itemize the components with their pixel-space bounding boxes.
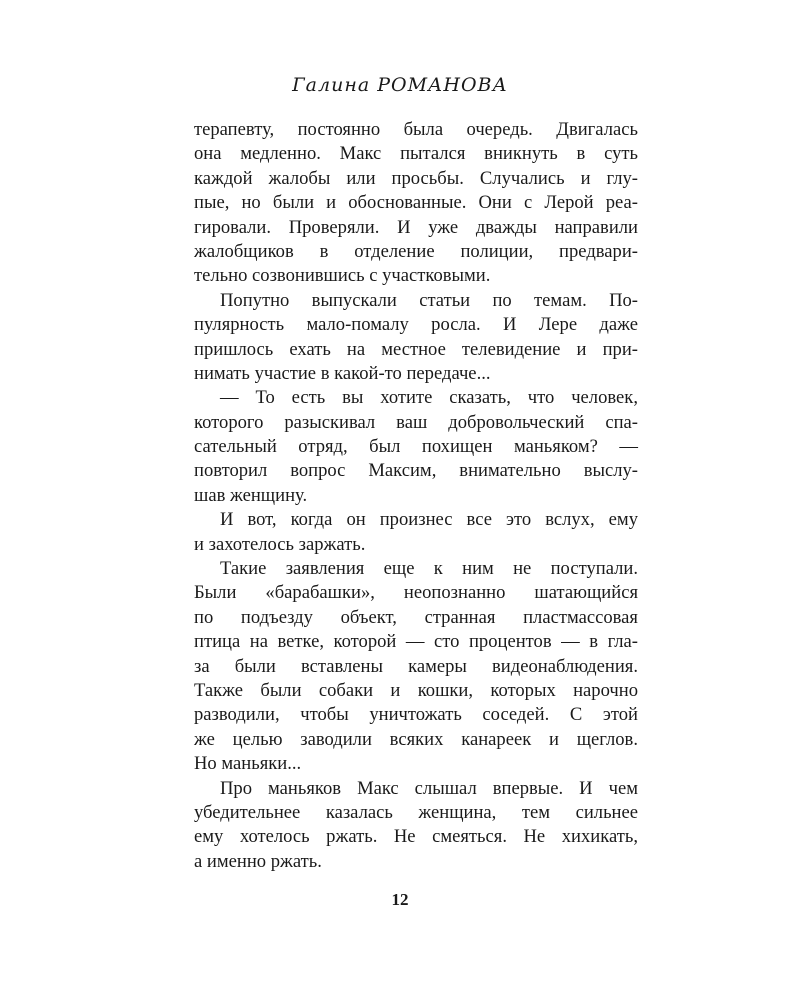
text-line: убедительнее казалась женщина, тем сильнее [194, 801, 638, 823]
text-line: а именно ржать. [194, 850, 322, 872]
text-line: терапевту, постоянно была очередь. Двигалась [194, 119, 638, 140]
text-line: И вот, когда он произнес все это вслух, ему [220, 509, 638, 531]
text-line: тельно созвонившись с участковыми. [194, 265, 491, 287]
text-line: по подъезду объект, странная пластмассовая [194, 606, 638, 628]
text-line: птица на ветке, которой — сто процентов — в гла- [194, 631, 638, 653]
text-line: которого разыскивал ваш добровольческий спа- [194, 411, 638, 433]
body-text [194, 118, 638, 874]
text-line: она медленно. Макс пытался вникнуть в суть [194, 143, 638, 165]
text-line: за были вставлены камеры видеонаблюдения. [194, 655, 638, 677]
text-line: Были «барабашки», неопознанно шатающийся [194, 582, 638, 604]
text-line: Такие заявления еще к ним не поступали. [220, 558, 638, 580]
text-line: Про маньяков Макс слышал впервые. И чем [220, 777, 638, 799]
text-line: ему хотелось ржать. Не смеяться. Не хихикать, [194, 826, 638, 848]
text-line: Также были собаки и кошки, которых нарочно [194, 679, 638, 701]
text-line: разводили, чтобы уничтожать соседей. С этой [194, 704, 638, 726]
text-line: пые, но были и обоснованные. Они с Лерой реа- [194, 192, 638, 214]
text-line: сательный отряд, был похищен маньяком? — [194, 436, 638, 458]
text-line: пулярность мало-помалу росла. И Лере даже [194, 314, 638, 336]
text-line: пришлось ехать на местное телевидение и при- [194, 338, 638, 360]
running-header: Галина РОМАНОВА [292, 74, 508, 96]
text-line: Но маньяки... [194, 753, 302, 775]
text-line: повторил вопрос Максим, внимательно выслу- [194, 460, 638, 482]
text-line: и захотелось заржать. [194, 533, 366, 555]
text-line: нимать участие в какой-то передаче... [194, 362, 491, 384]
text-line: жалобщиков в отделение полиции, предвари- [194, 240, 638, 262]
text-line: — То есть вы хотите сказать, что человек, [220, 387, 638, 409]
text-line: Попутно выпускали статьи по темам. По- [220, 289, 638, 311]
text-line: же целью заводили всяких канареек и щеглов. [194, 728, 638, 750]
text-line: каждой жалобы или просьбы. Случались и глу- [194, 167, 638, 189]
text-line: гировали. Проверяли. И уже дважды направили [194, 216, 638, 238]
text-line: шав женщину. [194, 484, 308, 506]
page-number: 12 [391, 890, 409, 909]
